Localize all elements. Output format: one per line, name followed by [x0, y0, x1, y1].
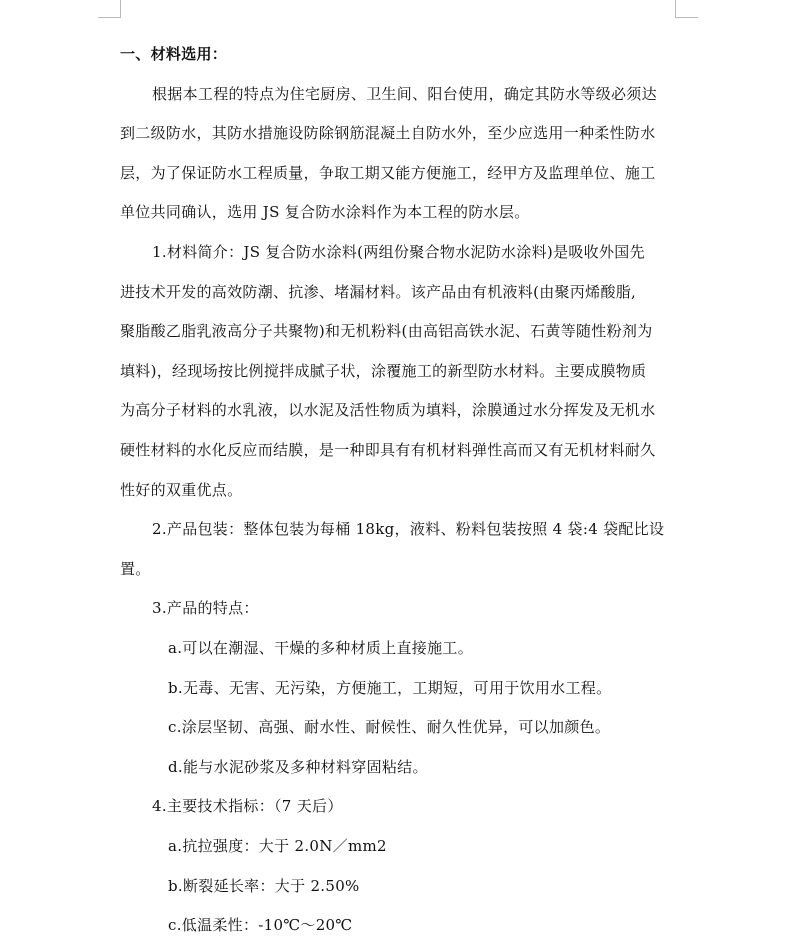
- text-line: 层，为了保证防水工程质量，争取工期又能方便施工，经甲方及监理单位、施工: [120, 164, 656, 182]
- list-item: c.涂层坚韧、高强、耐水性、耐候性、耐久性优异，可以加颜色。: [168, 718, 611, 736]
- list-item: d.能与水泥砂浆及多种材料穿固粘结。: [168, 758, 428, 776]
- section-heading: 一、材料选用：: [120, 45, 228, 63]
- text-line: 3.产品的特点：: [152, 599, 259, 617]
- text-line: 单位共同确认，选用 JS 复合防水涂料作为本工程的防水层。: [120, 203, 530, 221]
- text-line: 聚脂酸乙脂乳液高分子共聚物)和无机粉料(由高铝高铁水泥、石黄等随性粉剂为: [120, 322, 653, 340]
- text-line: 硬性材料的水化反应而结膜，是一种即具有有机材料弹性高而又有无机材料耐久: [120, 441, 656, 459]
- text-line: 填料)，经现场按比例搅拌成腻子状，涂覆施工的新型防水材料。主要成膜物质: [120, 362, 647, 380]
- text-line: 4.主要技术指标：（7 天后）: [152, 797, 343, 815]
- text-line: 性好的双重优点。: [120, 481, 243, 499]
- list-item: b.无毒、无害、无污染，方便施工，工期短，可用于饮用水工程。: [168, 679, 612, 697]
- text-line: 根据本工程的特点为住宅厨房、卫生间、阳台使用，确定其防水等级必须达: [152, 85, 657, 103]
- crop-mark-top-left-vertical: [120, 0, 121, 17]
- text-line: 1.材料简介：JS 复合防水涂料(两组份聚合物水泥防水涂料)是吸收外国先: [152, 243, 645, 261]
- text-line: 进技术开发的高效防潮、抗渗、堵漏材料。该产品由有机液料(由聚丙烯酸脂,: [120, 283, 637, 301]
- text-line: 置。: [120, 560, 151, 578]
- text-line: 2.产品包装：整体包装为每桶 18kg，液料、粉料包装按照 4 袋:4 袋配比设: [152, 520, 665, 538]
- crop-mark-top-left-horizontal: [98, 17, 121, 18]
- crop-mark-top-right-horizontal: [675, 17, 698, 18]
- text-line: 为高分子材料的水乳液，以水泥及活性物质为填料，涂膜通过水分挥发及无机水: [120, 401, 656, 419]
- list-item: a.抗拉强度：大于 2.0N／mm2: [168, 837, 387, 855]
- crop-mark-top-right-vertical: [675, 0, 676, 17]
- list-item: c.低温柔性：-10℃～20℃: [168, 916, 353, 934]
- list-item: a.可以在潮湿、干燥的多种材质上直接施工。: [168, 639, 474, 657]
- list-item: b.断裂延长率：大于 2.50%: [168, 877, 360, 895]
- text-line: 到二级防水，其防水措施设防除钢筋混凝土自防水外，至少应选用一种柔性防水: [120, 124, 656, 142]
